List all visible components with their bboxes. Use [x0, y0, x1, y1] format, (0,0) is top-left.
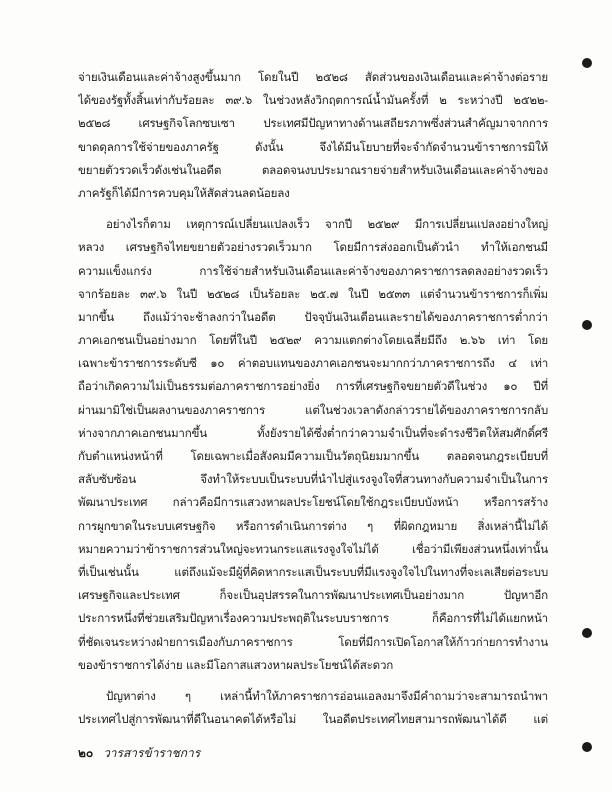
text-line: หมายความว่าข้าราชการส่วนใหญ่จะทวนกระแสแรงจูงใจไม่ได้ เชื่อว่ามีเพียงส่วนหนึ่งเท่านั้น [78, 541, 548, 556]
text-line: หลวง เศรษฐกิจไทยขยายตัวอย่างรวดเร็วมาก โดยมีการส่งออกเป็นตัวนำ ทำให้เอกชนมี [78, 240, 548, 255]
text-line: ๒๕๒๘ เศรษฐกิจโลกซบเซา ประเทศมีปัญหาทางด้านเสถียรภาพซึ่งส่วนสำคัญมาจากการ [78, 116, 548, 131]
text-line: ภาครัฐก็ได้มีการควบคุมให้สัดส่วนลดน้อยลง [78, 185, 290, 200]
text-line: จ่ายเงินเดือนและค่าจ้างสูงขึ้นมาก โดยในปี ๒๕๒๘ สัดส่วนของเงินเดือนและค่าจ้างต่อราย [78, 70, 548, 84]
paragraph-1 [78, 66, 548, 205]
paragraph-gap [78, 205, 548, 213]
text-line: เฉพาะข้าราชการระดับซี ๑๐ ค่าตอบแทนของภาคเอกชนจะมากกว่าภาคราชการถึง ๔ เท่า [78, 356, 548, 371]
text-line: พัฒนาประเทศ กล่าวคือมีการแสวงหาผลประโยชน์โดยใช้กฎระเบียบบังหน้า หรือการสร้าง [78, 495, 548, 510]
text-line: ถือว่าเกิดความไม่เป็นธรรมต่อภาคราชการอย่างยิ่ง การที่เศรษฐกิจขยายตัวดีในช่วง ๑๐ ปีที่ [78, 379, 548, 394]
binding-hole-mark [582, 628, 592, 638]
text-line: ประการหนึ่งที่ช่วยเสริมปัญหาเรื่องความประพฤติในระบบราชการ ก็คือการที่ไม่ได้แยกหน้า [78, 611, 548, 626]
paragraph-gap [78, 677, 548, 685]
text-line: ของข้าราชการได้ง่าย และมีโอกาสแสวงหาผลประโยชน์ได้สะดวก [78, 657, 394, 672]
binding-hole-mark [582, 742, 592, 752]
binding-hole-mark [582, 320, 592, 330]
text-line: ความแข็งแกร่ง การใช้จ่ายสำหรับเงินเดือนและค่าจ้างของภาคราชการลดลงอย่างรวดเร็ว [78, 263, 548, 278]
text-line: ภาคเอกชนเป็นอย่างมาก โดยที่ในปี ๒๕๒๙ ความแตกต่างโดยเฉลี่ยมีถึง ๒.๖๖ เท่า โดย [78, 333, 548, 348]
paragraph-3 [78, 685, 548, 731]
text-line: ขาดดุลการใช้จ่ายของภาครัฐ ดังนั้น จึงได้มีนโยบายที่จะจำกัดจำนวนข้าราชการมิให้ [78, 139, 548, 154]
text-line: มากขึ้น ถึงแม้ว่าจะช้าลงกว่าในอดีต ปัจจุบันเงินเดือนและรายได้ของภาคราชการต่ำกว่า [78, 309, 548, 324]
text-line: จากร้อยละ ๓๙.๖ ในปี ๒๕๒๘ เป็นร้อยละ ๒๕.๗ ในปี ๒๕๓๓ แต่จำนวนข้าราชการก็เพิ่ม [78, 286, 548, 301]
text-line: เศรษฐกิจและประเทศ ก็จะเป็นอุปสรรคในการพัฒนาประเทศเป็นอย่างมาก ปัญหาอีก [78, 588, 548, 603]
page-number: ๒๐ [78, 746, 94, 760]
text-line: ปัญหาต่าง ๆ เหล่านี้ทำให้ภาคราชการอ่อนแอลงมาจึงมีคำถามว่าจะสามารถนำพา [106, 688, 548, 703]
text-line: ผ่านมามิใช่เป็นผลงานของภาคราชการ แต่ในช่วงเวลาดังกล่าวรายได้ของภาคราชการกลับ [78, 402, 548, 417]
text-line: ประเทศไปสู่การพัฒนาที่ดีในอนาคตได้หรือไม่ ในอดีตประเทศไทยสามารถพัฒนาได้ดี แต่ [78, 712, 548, 727]
article-body [78, 66, 548, 731]
text-line: ห่างจากภาคเอกชนมากขึ้น ทั้งยังรายได้ซึ่งต่ำกว่าความจำเป็นที่จะดำรงชีวิตให้สมศักดิ์ศรี [78, 425, 548, 440]
text-line: ได้ของรัฐทั้งสิ้นเท่ากับร้อยละ ๓๙.๖ ในช่วงหลังวิกฤตการณ์น้ำมันครั้งที่ ๒ ระหว่างปี ๒๕๒๒- [78, 93, 548, 108]
text-line: ที่ชัดเจนระหว่างฝ่ายการเมืองกับภาคราชการ โดยที่มีการเปิดโอกาสให้ก้าวก่ายการทำงาน [78, 634, 548, 649]
journal-title: วารสารข้าราชการ [103, 746, 201, 760]
text-line: สลับซับซ้อน จึงทำให้ระบบเป็นระบบที่นำไปสู่แรงจูงใจที่สวนทางกับความจำเป็นในการ [78, 472, 548, 487]
text-line: การผูกขาดในระบบเศรษฐกิจ หรือการดำเนินการต่าง ๆ ที่ผิดกฎหมาย สิ่งเหล่านี้ไม่ได้ [78, 518, 548, 533]
paragraph-2 [78, 213, 548, 677]
binding-hole-mark [582, 58, 592, 68]
text-line: อย่างไรก็ตาม เหตุการณ์เปลี่ยนแปลงเร็ว จากปี ๒๕๒๙ มีการเปลี่ยนแปลงอย่างใหญ่ [106, 217, 548, 232]
text-line: ที่เป็นเช่นนั้น แต่ถึงแม้จะมีผู้ที่คิดหากระแสเป็นระบบที่มีแรงจูงใจไปในทางที่จะเลเสียต่อระบบ [78, 564, 548, 579]
text-line: กับตำแหน่งหน้าที่ โดยเฉพาะเมื่อสังคมมีความเป็นวัตถุนิยมมากขึ้น ตลอดจนกฎระเบียบที่ [78, 449, 548, 463]
text-line: ขยายตัวรวดเร็วดังเช่นในอดีต ตลอดจนงบประมาณรายจ่ายสำหรับเงินเดือนและค่าจ้างของ [78, 162, 548, 177]
page-footer [78, 744, 200, 763]
